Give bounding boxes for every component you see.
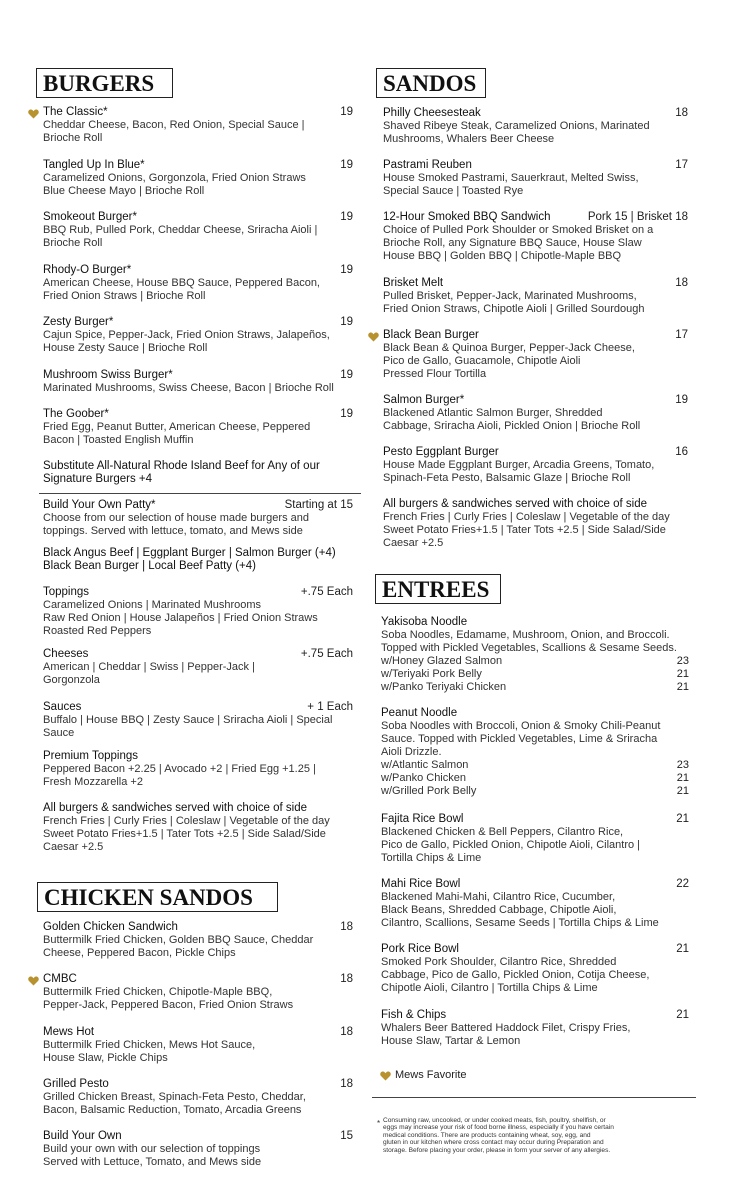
item-option — [381, 785, 689, 798]
item-description: Black Bean & Quinoa Burger, Pepper-Jack Cheese, — [383, 342, 635, 354]
item-description: Buttermilk Fried Chicken, Golden BBQ Sauce, Cheddar — [43, 934, 314, 946]
option-label: w/Atlantic Salmon — [381, 759, 469, 771]
item-description: Spinach-Feta Pesto, Balsamic Glaze | Brioche Roll — [383, 472, 631, 484]
item-description: House Made Eggplant Burger, Arcadia Greens, Tomato, — [383, 459, 655, 471]
item-description: Pico de Gallo, Pickled Onion, Chipotle Aioli, Cilantro | — [381, 839, 641, 851]
item-description: American Cheese, House BBQ Sauce, Peppered Bacon, — [43, 277, 320, 289]
substitute-note — [43, 460, 353, 486]
item-name: Premium Toppings — [43, 750, 139, 762]
option-label: w/Panko Teriyaki Chicken — [381, 681, 507, 693]
menu-item — [43, 211, 353, 250]
option-price: 23 — [676, 655, 689, 667]
item-description: Black Beans, Shredded Cabbage, Chipotle Aioli, — [381, 904, 617, 916]
item-description: Soba Noodles, Edamame, Mushroom, Onion, and Broccoli. — [381, 629, 670, 641]
item-name: Mushroom Swiss Burger* — [43, 369, 173, 381]
item-price: 18 — [340, 1078, 353, 1090]
item-name: Sauces — [43, 701, 82, 713]
item-price: 21 — [676, 943, 689, 955]
item-price: 18 — [340, 973, 353, 985]
item-price: 17 — [675, 159, 688, 171]
item-description: Pico de Gallo, Guacamole, Chipotle Aioli — [383, 355, 581, 367]
menu-item — [383, 277, 688, 316]
item-description: Chipotle Aioli, Cilantro | Tortilla Chips & Lime — [381, 982, 598, 994]
menu-item — [43, 921, 353, 960]
item-description: Topped with Pickled Vegetables, Scallions & Sesame Seeds. — [381, 642, 677, 654]
item-name: Tangled Up In Blue* — [43, 159, 145, 171]
item-description: Cilantro, Scallions, Sesame Seeds | Tortilla Chips & Lime — [381, 917, 659, 929]
item-price: 18 — [340, 1026, 353, 1038]
item-name: Cheeses — [43, 648, 89, 660]
disclaimer-line: gluten in our kitchen where cross contact may occur during Preparation and — [383, 1139, 604, 1147]
item-name: Toppings — [43, 586, 90, 598]
item-description: Build your own with our selection of toppings — [43, 1143, 261, 1155]
item-name: CMBC — [43, 973, 77, 985]
item-description: Choose from our selection of house made burgers and — [43, 512, 309, 524]
item-name: Smokeout Burger* — [43, 211, 137, 223]
item-name: Peanut Noodle — [381, 707, 458, 719]
menu-item — [43, 586, 353, 638]
heart-icon — [28, 108, 39, 122]
item-price: 17 — [675, 329, 688, 341]
item-description: Soba Noodles with Broccoli, Onion & Smoky Chili-Peanut — [381, 720, 661, 732]
item-description: Cheddar Cheese, Bacon, Red Onion, Special Sauce | — [43, 119, 305, 131]
item-price: 21 — [676, 813, 689, 825]
menu-item — [43, 159, 353, 198]
item-description: House Slaw, Pickle Chips — [43, 1052, 168, 1064]
disclaimer-line: eggs may increase your risk of food borne illness, especially if you have certain — [383, 1124, 614, 1132]
asterisk: * — [377, 1119, 381, 1128]
patty-line: Black Angus Beef | Eggplant Burger | Salmon Burger (+4) — [43, 547, 336, 559]
divider — [372, 1097, 696, 1098]
menu-item — [383, 107, 688, 146]
item-price: 19 — [340, 211, 353, 223]
item-name: The Goober* — [43, 408, 109, 420]
item-description: Fried Onion Straws | Brioche Roll — [43, 290, 206, 302]
menu-item — [383, 159, 688, 198]
menu-item — [43, 316, 353, 355]
item-name: Mahi Rice Bowl — [381, 878, 461, 890]
item-description: Bacon, Balsamic Reduction, Tomato, Arcadia Greens — [43, 1104, 302, 1116]
item-description: Sweet Potato Fries+1.5 | Tater Tots +2.5 | Side Salad/Side — [383, 524, 666, 536]
option-price: 21 — [676, 785, 689, 797]
item-description: Blackened Atlantic Salmon Burger, Shredded — [383, 407, 603, 419]
menu-item — [43, 408, 353, 447]
item-name: Build Your Own Patty* — [43, 499, 156, 511]
item-description: Whalers Beer Battered Haddock Filet, Crispy Fries, — [381, 1022, 631, 1034]
item-name: Pastrami Reuben — [383, 159, 472, 171]
item-description: House Zesty Sauce | Brioche Roll — [43, 342, 208, 354]
section-title: ENTREES — [375, 574, 501, 604]
section-title: SANDOS — [376, 68, 486, 98]
item-name: The Classic* — [43, 106, 108, 118]
item-price: 19 — [340, 159, 353, 171]
item-description: Blue Cheese Mayo | Brioche Roll — [43, 185, 205, 197]
item-price: 19 — [340, 408, 353, 420]
item-option — [381, 772, 689, 785]
item-description: Grilled Chicken Breast, Spinach-Feta Pesto, Cheddar, — [43, 1091, 306, 1103]
item-name: Black Bean Burger — [383, 329, 479, 341]
item-description: Buffalo | House BBQ | Zesty Sauce | Sriracha Aioli | Special — [43, 714, 333, 726]
menu-item — [381, 943, 689, 995]
item-description: Brioche Roll — [43, 132, 103, 144]
item-description: Sauce. Topped with Pickled Vegetables, Lime & Sriracha — [381, 733, 658, 745]
item-name: 12-Hour Smoked BBQ Sandwich — [383, 211, 551, 223]
menu-item — [381, 616, 689, 694]
item-description: American | Cheddar | Swiss | Pepper-Jack | — [43, 661, 255, 673]
item-description: Cabbage, Pico de Gallo, Pickled Onion, Cotija Cheese, — [381, 969, 650, 981]
option-label: w/Panko Chicken — [381, 772, 466, 784]
item-price: 19 — [340, 369, 353, 381]
substitute-line: Substitute All-Natural Rhode Island Beef for Any of our — [43, 460, 320, 472]
option-price: 21 — [676, 681, 689, 693]
menu-item — [43, 701, 353, 740]
item-name: Yakisoba Noodle — [381, 616, 468, 628]
item-price: 19 — [340, 106, 353, 118]
menu-item — [43, 1130, 353, 1169]
item-description: House Slaw, Tartar & Lemon — [381, 1035, 521, 1047]
item-description: Cajun Spice, Pepper-Jack, Fried Onion Straws, Jalapeños, — [43, 329, 330, 341]
item-description: Fried Onion Straws, Chipotle Aioli | Grilled Sourdough — [383, 303, 645, 315]
item-description: Peppered Bacon +2.25 | Avocado +2 | Fried Egg +1.25 | — [43, 763, 316, 775]
item-name: Build Your Own — [43, 1130, 122, 1142]
item-name: Grilled Pesto — [43, 1078, 109, 1090]
item-price: + 1 Each — [307, 701, 353, 713]
item-description: Tortilla Chips & Lime — [381, 852, 482, 864]
item-description: Gorgonzola — [43, 674, 100, 686]
menu-item — [381, 813, 689, 865]
item-description: French Fries | Curly Fries | Coleslaw | Vegetable of the day — [383, 511, 670, 523]
menu-item — [383, 498, 688, 550]
item-description: BBQ Rub, Pulled Pork, Cheddar Cheese, Sriracha Aioli | — [43, 224, 318, 236]
menu-item — [383, 329, 688, 381]
item-description: Buttermilk Fried Chicken, Mews Hot Sauce, — [43, 1039, 256, 1051]
item-name: Fajita Rice Bowl — [381, 813, 464, 825]
divider — [39, 493, 361, 494]
item-description: Pepper-Jack, Peppered Bacon, Fried Onion Straws — [43, 999, 294, 1011]
section-title: BURGERS — [36, 68, 173, 98]
item-description: Mushrooms, Whalers Beer Cheese — [383, 133, 555, 145]
item-name: Pesto Eggplant Burger — [383, 446, 499, 458]
menu-item — [43, 1078, 353, 1117]
disclaimer-line: Consuming raw, uncooked, or under cooked meats, fish, poultry, shellfish, or — [383, 1117, 606, 1124]
patty-options — [43, 547, 353, 573]
option-price: 21 — [676, 668, 689, 680]
item-option — [381, 681, 689, 694]
item-description: French Fries | Curly Fries | Coleslaw | Vegetable of the day — [43, 815, 330, 827]
item-name: Salmon Burger* — [383, 394, 465, 406]
menu-item — [381, 878, 689, 930]
item-description: Special Sauce | Toasted Rye — [383, 185, 524, 197]
item-name: All burgers & sandwiches served with choice of side — [383, 498, 647, 510]
item-price: +.75 Each — [300, 586, 353, 598]
item-option — [381, 668, 689, 681]
item-name: Pork Rice Bowl — [381, 943, 459, 955]
item-price: 22 — [676, 878, 689, 890]
item-description: Fresh Mozzarella +2 — [43, 776, 143, 788]
disclaimer-line: storage. Before placing your order, please in form your server of any allergies. — [383, 1146, 611, 1154]
item-description: House BBQ | Golden BBQ | Chipotle-Maple BBQ — [383, 250, 622, 262]
disclaimer — [383, 1117, 698, 1154]
item-price: Pork 15 | Brisket 18 — [587, 211, 688, 223]
menu-item — [43, 369, 353, 395]
item-description: Served with Lettuce, Tomato, and Mews side — [43, 1156, 262, 1168]
item-name: Mews Hot — [43, 1026, 95, 1038]
item-description: Blackened Mahi-Mahi, Cilantro Rice, Cucumber, — [381, 891, 616, 903]
menu-item — [43, 1026, 353, 1065]
item-description: Sweet Potato Fries+1.5 | Tater Tots +2.5 | Side Salad/Side — [43, 828, 326, 840]
item-price: 19 — [675, 394, 688, 406]
menu-item — [381, 1009, 689, 1048]
legend-label: Mews Favorite — [395, 1069, 467, 1081]
item-description: Roasted Red Peppers — [43, 625, 152, 637]
menu-item — [383, 446, 688, 485]
substitute-line: Signature Burgers +4 — [43, 473, 152, 485]
item-description: Caramelized Onions | Marinated Mushrooms — [43, 599, 262, 611]
item-description: House Smoked Pastrami, Sauerkraut, Melted Swiss, — [383, 172, 639, 184]
heart-icon — [28, 975, 39, 989]
item-description: Raw Red Onion | House Jalapeños | Fried Onion Straws — [43, 612, 318, 624]
item-description: Pressed Flour Tortilla — [383, 368, 487, 380]
item-name: Zesty Burger* — [43, 316, 114, 328]
item-description: Sauce — [43, 727, 75, 739]
item-price: 18 — [340, 921, 353, 933]
item-description: Choice of Pulled Pork Shoulder or Smoked Brisket on a — [383, 224, 654, 236]
item-description: Aioli Drizzle. — [381, 746, 442, 758]
item-price: 16 — [675, 446, 688, 458]
item-price: 19 — [340, 264, 353, 276]
patty-line: Black Bean Burger | Local Beef Patty (+4) — [43, 560, 256, 572]
item-price: 18 — [675, 107, 688, 119]
item-description: Caesar +2.5 — [43, 841, 104, 853]
item-name: Brisket Melt — [383, 277, 444, 289]
heart-icon — [368, 331, 379, 345]
item-price: +.75 Each — [300, 648, 353, 660]
item-description: Smoked Pork Shoulder, Cilantro Rice, Shredded — [381, 956, 617, 968]
item-option — [381, 759, 689, 772]
menu-item — [43, 973, 353, 1012]
item-price: Starting at 15 — [284, 499, 353, 511]
option-label: w/Honey Glazed Salmon — [381, 655, 503, 667]
item-name: All burgers & sandwiches served with choice of side — [43, 802, 307, 814]
item-price: 15 — [340, 1130, 353, 1142]
menu-item — [43, 106, 353, 145]
item-description: toppings. Served with lettuce, tomato, and Mews side — [43, 525, 303, 537]
menu-item — [381, 707, 689, 798]
menu-item — [383, 394, 688, 433]
item-description: Brioche Roll, any Signature BBQ Sauce, House Slaw — [383, 237, 642, 249]
menu-item — [43, 499, 353, 538]
item-description: Cabbage, Sriracha Aioli, Pickled Onion | Brioche Roll — [383, 420, 641, 432]
menu-item — [43, 750, 353, 789]
section-title: CHICKEN SANDOS — [37, 882, 278, 912]
item-name: Rhody-O Burger* — [43, 264, 132, 276]
menu-item — [43, 264, 353, 303]
item-price: 18 — [675, 277, 688, 289]
item-description: Caesar +2.5 — [383, 537, 444, 549]
item-description: Brioche Roll — [43, 237, 103, 249]
menu-item — [383, 211, 688, 263]
item-description: Shaved Ribeye Steak, Caramelized Onions, Marinated — [383, 120, 650, 132]
menu-item — [43, 648, 353, 687]
item-option — [381, 655, 689, 668]
item-name: Fish & Chips — [381, 1009, 447, 1021]
item-description: Blackened Chicken & Bell Peppers, Cilantro Rice, — [381, 826, 624, 838]
item-description: Pulled Brisket, Pepper-Jack, Marinated Mushrooms, — [383, 290, 637, 302]
item-description: Bacon | Toasted English Muffin — [43, 434, 194, 446]
disclaimer-line: medical conditions. There are products containing wheat, soy, egg, and — [383, 1131, 591, 1139]
item-description: Caramelized Onions, Gorgonzola, Fried Onion Straws — [43, 172, 306, 184]
item-description: Fried Egg, Peanut Butter, American Cheese, Peppered — [43, 421, 311, 433]
menu-item — [43, 802, 353, 854]
item-name: Golden Chicken Sandwich — [43, 921, 178, 933]
option-price: 23 — [676, 759, 689, 771]
item-price: 19 — [340, 316, 353, 328]
item-description: Marinated Mushrooms, Swiss Cheese, Bacon | Brioche Roll — [43, 382, 334, 394]
heart-icon — [380, 1070, 391, 1084]
item-description: Buttermilk Fried Chicken, Chipotle-Maple BBQ, — [43, 986, 273, 998]
option-label: w/Teriyaki Pork Belly — [381, 668, 482, 680]
item-price: 21 — [676, 1009, 689, 1021]
item-description: Cheese, Peppered Bacon, Pickle Chips — [43, 947, 236, 959]
option-label: w/Grilled Pork Belly — [381, 785, 477, 797]
option-price: 21 — [676, 772, 689, 784]
item-name: Philly Cheesesteak — [383, 107, 481, 119]
